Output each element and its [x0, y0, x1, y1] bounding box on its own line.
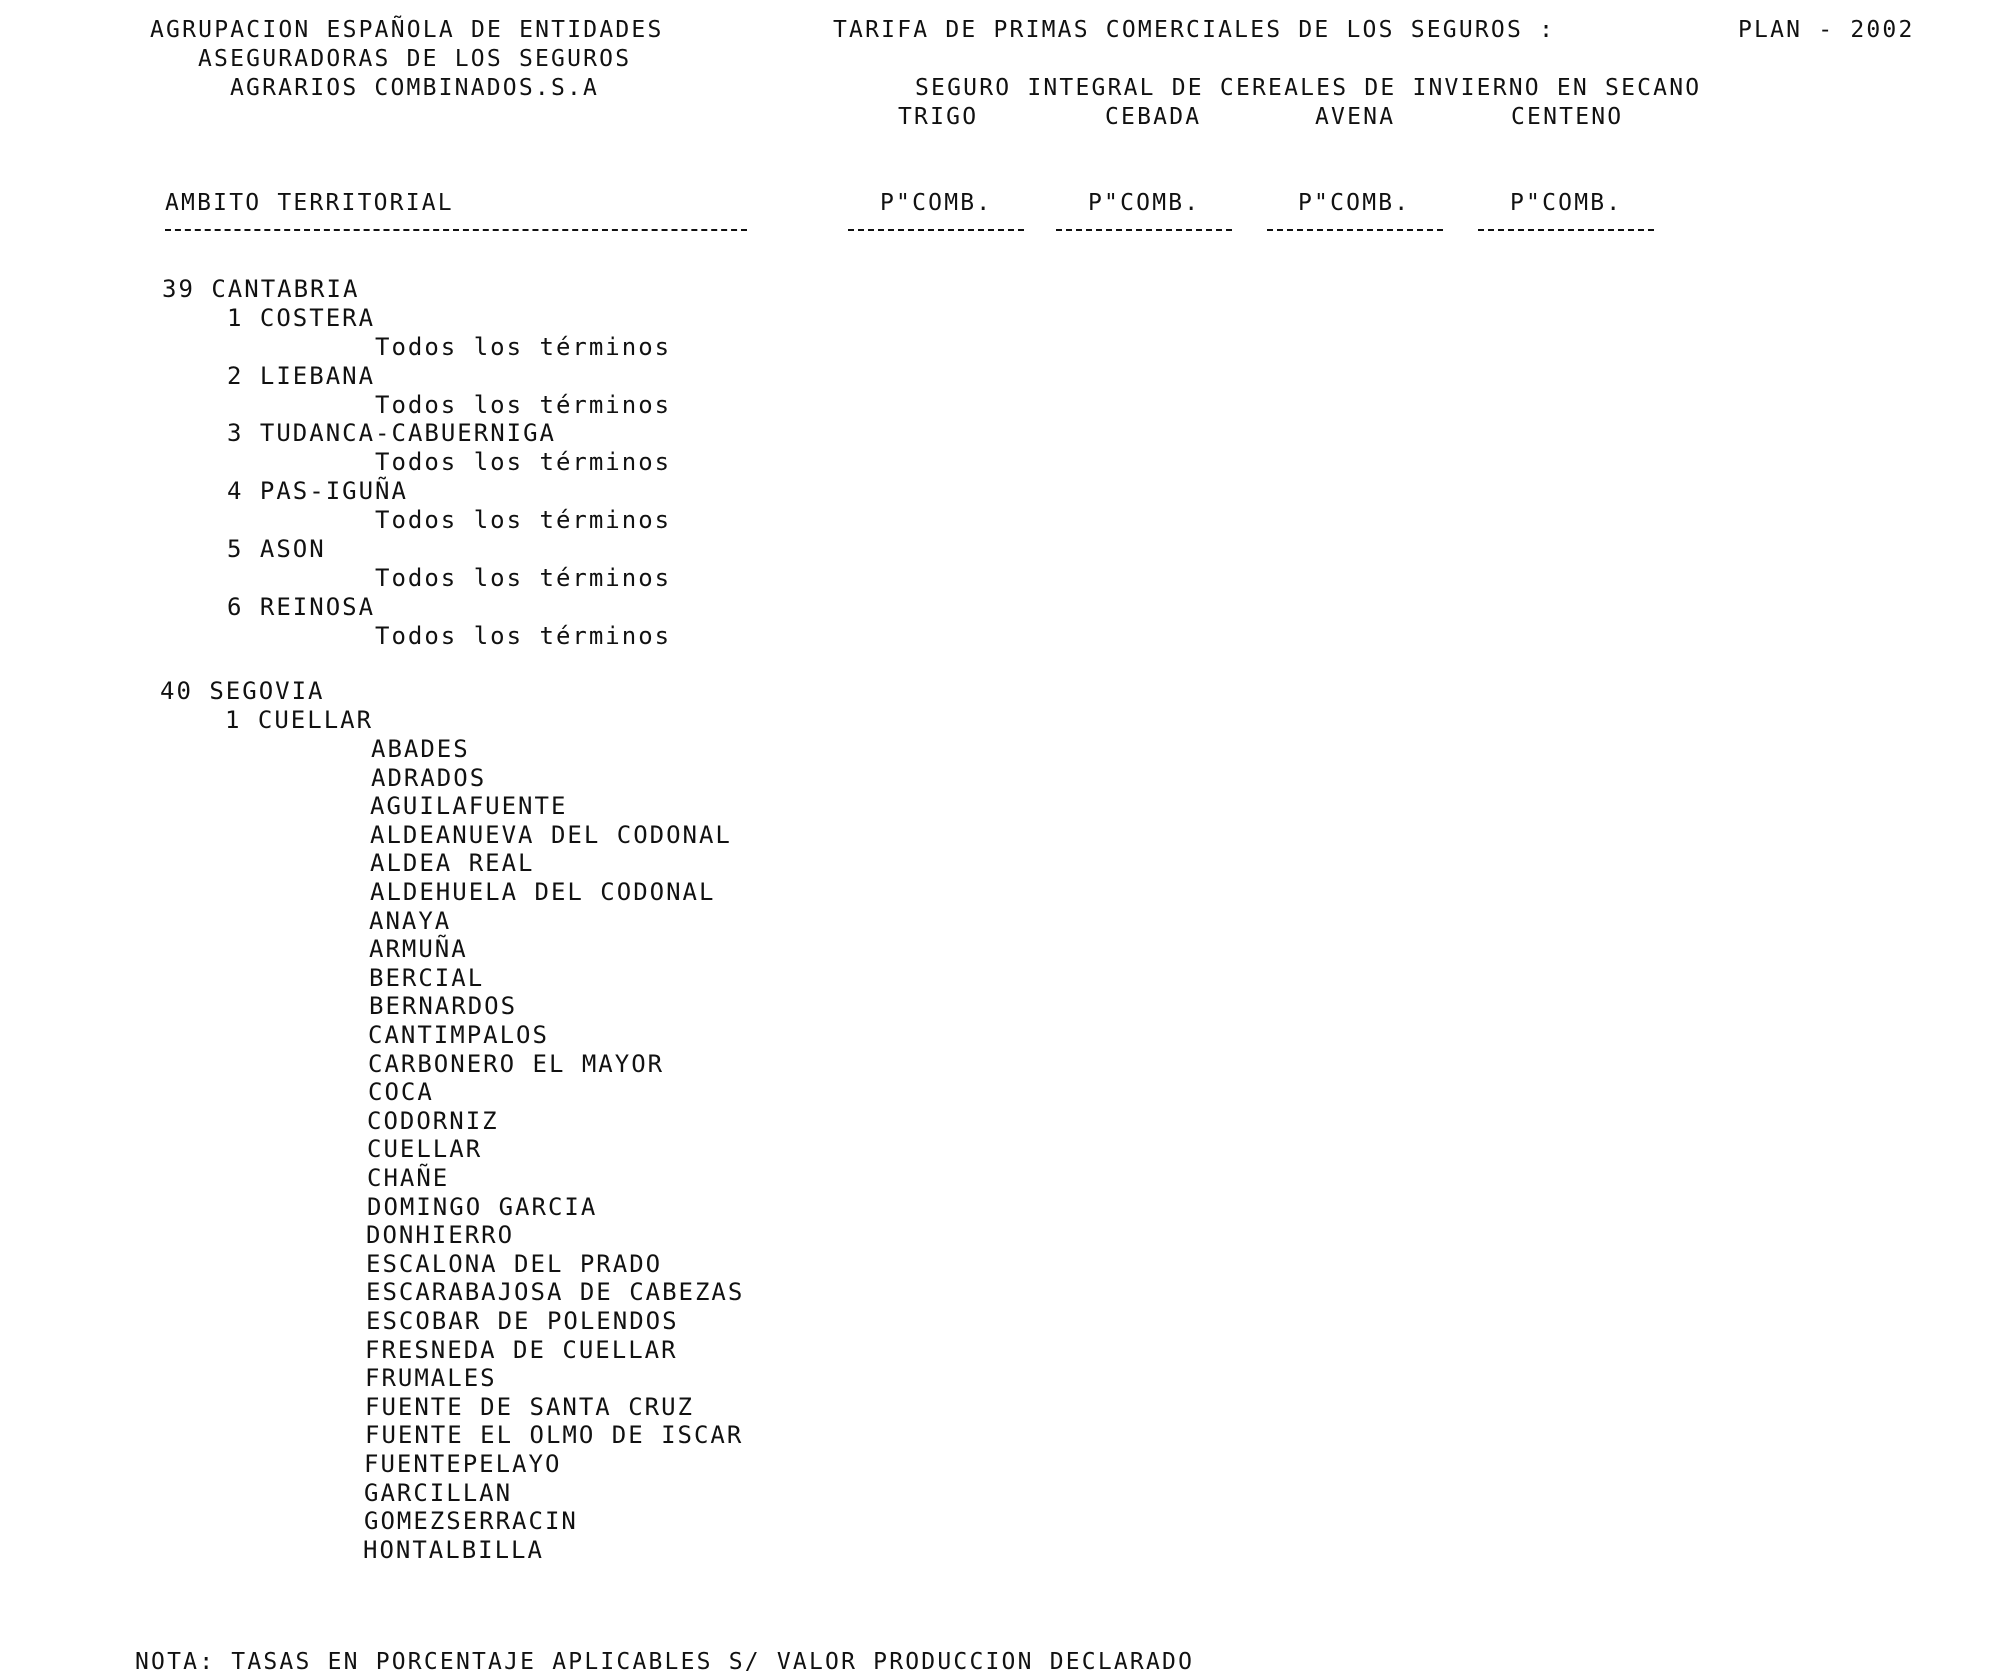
insurance-subtitle: SEGURO INTEGRAL DE CEREALES DE INVIERNO EN SECANO: [915, 75, 1702, 101]
municipality-name: HONTALBILLA: [363, 1536, 544, 1564]
col-header-cebada: P"COMB.: [1088, 190, 1201, 216]
municipality-name: DOMINGO GARCIA: [367, 1193, 598, 1221]
municipality-name: BERCIAL: [369, 964, 485, 992]
municipality-name: CARBONERO EL MAYOR: [368, 1050, 665, 1078]
header-separator: [165, 229, 747, 231]
municipality-name: FRESNEDA DE CUELLAR: [365, 1336, 678, 1364]
crop-avena: AVENA: [1315, 104, 1396, 130]
col-header-centeno: P"COMB.: [1510, 190, 1623, 216]
municipality-name: GARCILLAN: [364, 1479, 513, 1507]
municipality-name: ANAYA: [369, 907, 452, 935]
region-term: Todos los términos: [375, 622, 672, 650]
header-separator: [1267, 229, 1443, 231]
region-name: 6 REINOSA: [227, 593, 376, 621]
region-term: Todos los términos: [375, 448, 672, 476]
municipality-name: FUENTE DE SANTA CRUZ: [365, 1393, 694, 1421]
municipality-name: ALDEANUEVA DEL CODONAL: [370, 821, 732, 849]
municipality-name: FRUMALES: [365, 1364, 497, 1392]
municipality-name: AGUILAFUENTE: [370, 792, 568, 820]
crop-centeno: CENTENO: [1511, 104, 1624, 130]
municipality-name: GOMEZSERRACIN: [364, 1507, 578, 1535]
ambito-territorial-header: AMBITO TERRITORIAL: [165, 190, 454, 216]
region-name: 4 PAS-IGUÑA: [227, 477, 408, 505]
crop-cebada: CEBADA: [1105, 104, 1202, 130]
municipality-name: BERNARDOS: [369, 992, 518, 1020]
municipality-name: ESCARABAJOSA DE CABEZAS: [366, 1278, 745, 1306]
province-name-segovia: 40 SEGOVIA: [160, 677, 325, 705]
footer-note: NOTA: TASAS EN PORCENTAJE APLICABLES S/ VALOR PRODUCCION DECLARADO: [135, 1649, 1195, 1675]
municipality-name: ESCALONA DEL PRADO: [366, 1250, 663, 1278]
municipality-name: DONHIERRO: [366, 1221, 515, 1249]
municipality-name: ARMUÑA: [369, 935, 468, 963]
municipality-name: ALDEHUELA DEL CODONAL: [370, 878, 716, 906]
municipality-name: FUENTEPELAYO: [364, 1450, 562, 1478]
municipality-name: CODORNIZ: [367, 1107, 499, 1135]
region-name: 3 TUDANCA-CABUERNIGA: [227, 419, 556, 447]
municipality-name: ABADES: [371, 735, 470, 763]
region-name: 5 ASON: [227, 535, 326, 563]
org-name-line-2: ASEGURADORAS DE LOS SEGUROS: [198, 46, 632, 72]
region-name: 1 COSTERA: [227, 304, 376, 332]
col-header-avena: P"COMB.: [1298, 190, 1411, 216]
plan-label: PLAN - 2002: [1738, 17, 1915, 43]
org-name-line-1: AGRUPACION ESPAÑOLA DE ENTIDADES: [150, 17, 664, 43]
header-separator: [1056, 229, 1232, 231]
province-name-cantabria: 39 CANTABRIA: [162, 275, 360, 303]
municipality-name: ESCOBAR DE POLENDOS: [366, 1307, 679, 1335]
header-separator: [848, 229, 1024, 231]
region-term: Todos los términos: [375, 333, 672, 361]
region-name-cuellar: 1 CUELLAR: [225, 706, 374, 734]
region-term: Todos los términos: [375, 564, 672, 592]
org-name-line-3: AGRARIOS COMBINADOS.S.A: [230, 75, 600, 101]
header-separator: [1478, 229, 1654, 231]
municipality-name: CHAÑE: [367, 1164, 450, 1192]
municipality-name: ADRADOS: [371, 764, 487, 792]
crop-trigo: TRIGO: [898, 104, 979, 130]
municipality-name: CANTIMPALOS: [368, 1021, 549, 1049]
region-name: 2 LIEBANA: [227, 362, 376, 390]
document-title: TARIFA DE PRIMAS COMERCIALES DE LOS SEGUROS :: [833, 17, 1556, 43]
municipality-name: ALDEA REAL: [370, 849, 535, 877]
region-term: Todos los términos: [375, 506, 672, 534]
municipality-name: COCA: [368, 1078, 434, 1106]
col-header-trigo: P"COMB.: [880, 190, 993, 216]
region-term: Todos los términos: [375, 391, 672, 419]
municipality-name: CUELLAR: [367, 1135, 483, 1163]
municipality-name: FUENTE EL OLMO DE ISCAR: [365, 1421, 744, 1449]
